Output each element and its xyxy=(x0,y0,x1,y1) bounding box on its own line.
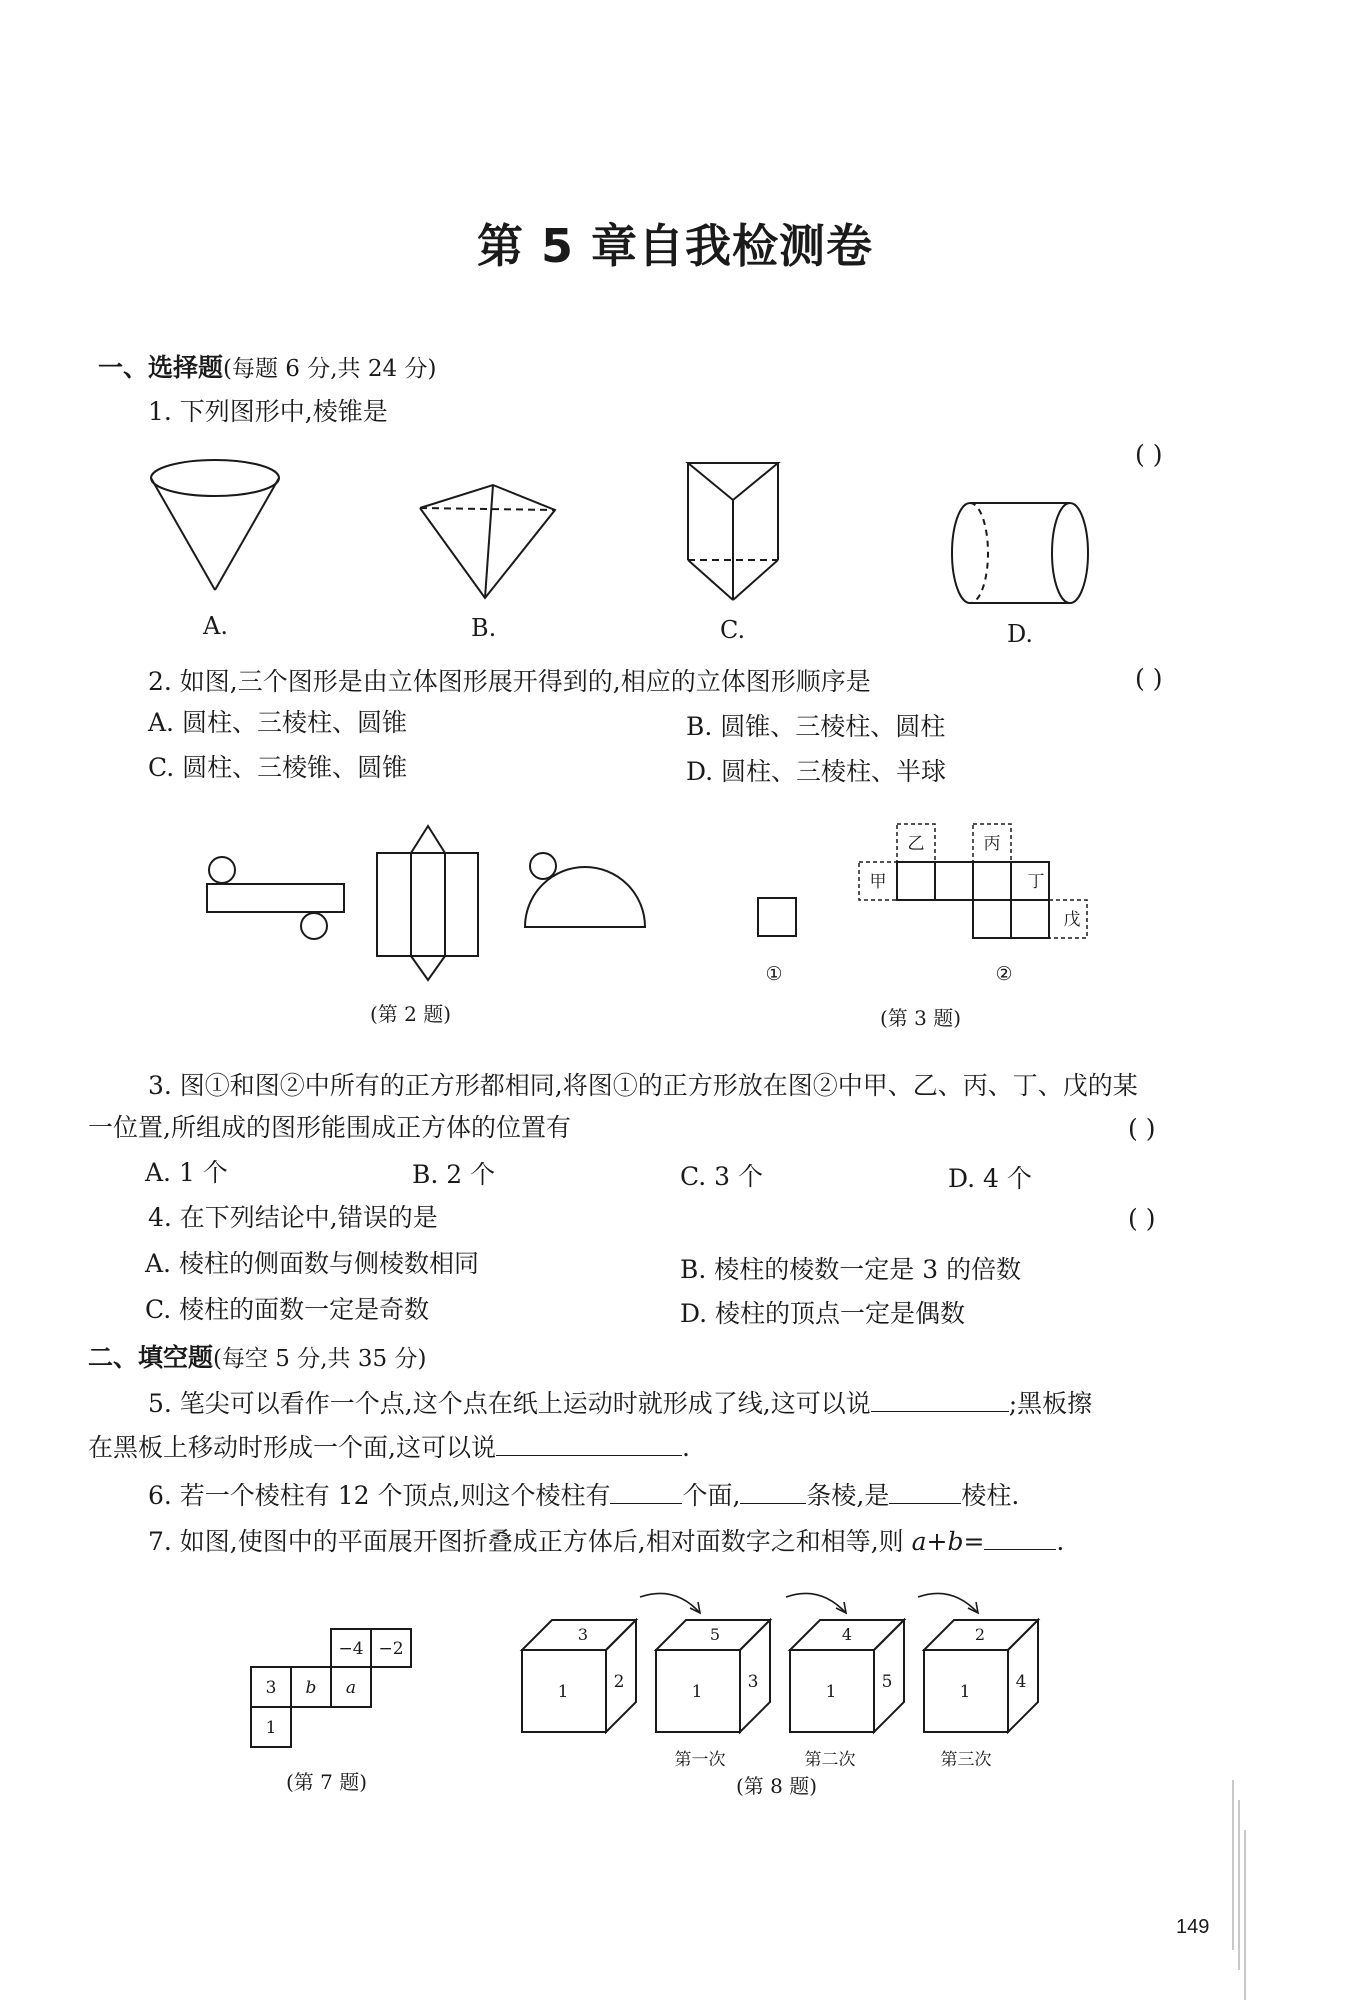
figure-caption-q7: (第 7 题) xyxy=(286,1770,368,1794)
option-b: B. 圆锥、三棱柱、圆柱 xyxy=(686,712,946,741)
cube-3 xyxy=(790,1620,904,1732)
option-a: A. 1 个 xyxy=(145,1158,228,1187)
cube-2 xyxy=(656,1620,770,1732)
option-c: C. 棱柱的面数一定是奇数 xyxy=(145,1295,430,1324)
figure-label-2: ② xyxy=(995,963,1013,985)
text: 在黑板上移动时形成一个面,这可以说 xyxy=(88,1433,496,1462)
question-4-text: 4. 在下列结论中,错误的是 xyxy=(148,1203,438,1232)
cell-bing: 丙 xyxy=(983,834,1001,854)
text: 6. 若一个棱柱有 12 个顶点,则这个棱柱有 xyxy=(148,1481,611,1510)
cube-front-number: 1 xyxy=(959,1682,971,1702)
figure-caption-q2: (第 2 题) xyxy=(370,1002,452,1026)
figure-caption-q3: (第 3 题) xyxy=(880,1006,962,1030)
net-cell: 1 xyxy=(265,1718,277,1738)
text: 5. 笔尖可以看作一个点,这个点在纸上运动时就形成了线,这可以说 xyxy=(148,1389,871,1418)
cube-top-number: 5 xyxy=(709,1625,721,1644)
step-label: 第一次 xyxy=(674,1750,726,1770)
text: . xyxy=(1056,1527,1065,1556)
answer-paren: ( ) xyxy=(1135,664,1163,693)
question-3-line-1: 3. 图①和图②中所有的正方形都相同,将图①的正方形放在图②中甲、乙、丙、丁、戊的某 xyxy=(148,1071,1138,1100)
step-label: 第三次 xyxy=(940,1750,992,1770)
page-edge-line xyxy=(1244,1830,1246,2000)
text: . xyxy=(681,1433,690,1462)
section-note: (每题 6 分,共 24 分) xyxy=(223,356,437,382)
cell-wu: 戊 xyxy=(1063,910,1081,930)
text: 棱柱. xyxy=(961,1481,1020,1510)
question-3-line-2: 一位置,所组成的图形能围成正方体的位置有 xyxy=(88,1113,571,1142)
question-2-text: 2. 如图,三个图形是由立体图形展开得到的,相应的立体图形顺序是 xyxy=(148,667,871,696)
option-a-label: A. xyxy=(203,612,228,640)
option-d-label: D. xyxy=(1007,620,1034,648)
net-cell: a xyxy=(345,1678,357,1698)
cell-yi: 乙 xyxy=(907,834,925,854)
cell-ding: 丁 xyxy=(1027,872,1045,892)
option-d: D. 棱柱的顶点一定是偶数 xyxy=(680,1299,966,1328)
net-cell: −4 xyxy=(338,1639,364,1659)
cube-1 xyxy=(522,1620,636,1732)
option-d: D. 4 个 xyxy=(948,1164,1032,1193)
page-edge-line xyxy=(1238,1800,1240,1970)
cube-side-number: 3 xyxy=(747,1672,759,1692)
cube-4 xyxy=(924,1620,1038,1732)
answer-paren: ( ) xyxy=(1135,440,1163,469)
net-cell: −2 xyxy=(378,1639,404,1659)
text: 条棱,是 xyxy=(806,1481,890,1510)
math-expression: a+b= xyxy=(911,1527,985,1556)
page-title: 第 5 章自我检测卷 xyxy=(476,219,874,273)
question-1-text: 1. 下列图形中,棱锥是 xyxy=(148,397,388,426)
cube-top-number: 3 xyxy=(577,1625,589,1644)
option-b-label: B. xyxy=(471,614,497,642)
cube-front-number: 1 xyxy=(557,1682,569,1702)
text: 个面, xyxy=(682,1481,741,1510)
page-number: 149 xyxy=(1176,1916,1210,1938)
net-cell: b xyxy=(305,1678,317,1698)
section-title: 二、填空题 xyxy=(88,1343,214,1372)
section-note: (每空 5 分,共 35 分) xyxy=(213,1346,427,1372)
text: ;黑板擦 xyxy=(1008,1389,1093,1418)
figure-caption-q8: (第 8 题) xyxy=(736,1774,818,1798)
cube-side-number: 2 xyxy=(613,1672,625,1692)
rotation-arrows xyxy=(640,1593,978,1613)
net-cell: 3 xyxy=(265,1678,277,1698)
option-a: A. 棱柱的侧面数与侧棱数相同 xyxy=(145,1249,479,1278)
option-c: C. 3 个 xyxy=(680,1162,763,1191)
text: 7. 如图,使图中的平面展开图折叠成正方体后,相对面数字之和相等,则 xyxy=(148,1527,912,1556)
option-a: A. 圆柱、三棱柱、圆锥 xyxy=(148,708,407,737)
option-b: B. 2 个 xyxy=(412,1160,496,1189)
cube-front-number: 1 xyxy=(691,1682,703,1702)
answer-paren: ( ) xyxy=(1128,1204,1156,1233)
section-title: 一、选择题 xyxy=(98,353,224,382)
option-b: B. 棱柱的棱数一定是 3 的倍数 xyxy=(680,1255,1022,1284)
option-d: D. 圆柱、三棱柱、半球 xyxy=(686,757,947,786)
page-edge-line xyxy=(1232,1780,1234,1950)
cube-front-number: 1 xyxy=(825,1682,837,1702)
cube-side-number: 4 xyxy=(1015,1672,1027,1692)
figure-label-1: ① xyxy=(765,963,783,985)
option-c-label: C. xyxy=(720,616,746,644)
cell-jia: 甲 xyxy=(869,872,887,892)
cube-top-number: 2 xyxy=(974,1625,986,1644)
option-c: C. 圆柱、三棱锥、圆锥 xyxy=(148,753,408,782)
cube-side-number: 5 xyxy=(881,1672,893,1692)
answer-paren: ( ) xyxy=(1128,1114,1156,1143)
cube-top-number: 4 xyxy=(841,1625,853,1644)
step-label: 第二次 xyxy=(804,1750,856,1770)
